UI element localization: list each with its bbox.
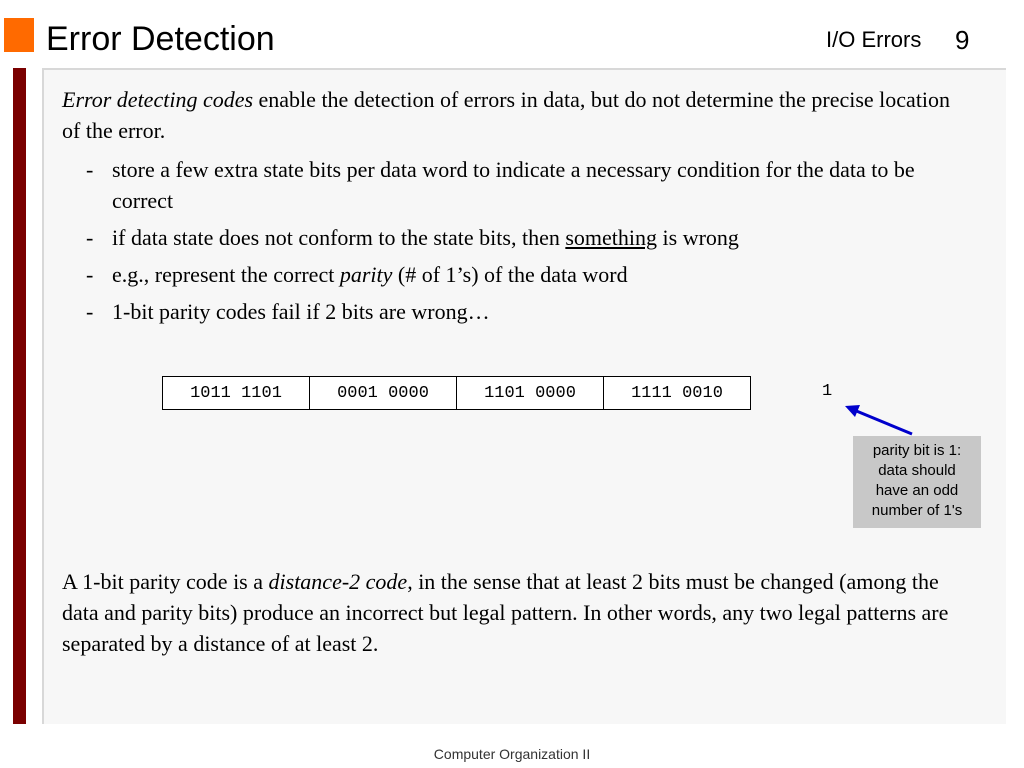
parity-callout <box>853 436 981 528</box>
callout-line: have an odd <box>875 482 959 499</box>
bullet-dash: - <box>86 225 94 250</box>
bullet-text: store a few extra state bits per data word to indicate a necessary condition for the data to be correct <box>112 157 915 213</box>
data-word-table <box>162 376 751 410</box>
bullet-dash: - <box>86 262 94 287</box>
bullet-text: if data state does not conform to the state bits, then <box>112 225 566 250</box>
conclusion-text: A 1-bit parity code is a <box>62 569 269 594</box>
byte-cell: 1111 0010 <box>604 377 751 410</box>
byte-cell: 1101 0000 <box>457 377 604 410</box>
slide-title: Error Detection <box>46 20 275 58</box>
callout-line: number of 1's <box>871 502 963 519</box>
byte-cell: 0001 0000 <box>310 377 457 410</box>
bullet-item <box>86 296 966 327</box>
left-accent-bar <box>13 68 26 724</box>
section-label: I/O Errors <box>826 27 922 52</box>
page-number: 9 <box>955 25 970 55</box>
arrow-icon <box>840 400 920 440</box>
bullet-text: 1-bit parity codes fail if 2 bits are wrong… <box>112 299 490 324</box>
conclusion-text: , in the sense that at least 2 bits must be changed (among the data and parity bits) produce an incorrect but legal pattern. In other words, any two legal patterns are separated by a distance of at least 2. <box>62 569 949 656</box>
bullet-text: (# of 1’s) of the data word <box>392 262 628 287</box>
underlined-word: something <box>565 225 658 250</box>
bullet-dash: - <box>86 157 94 182</box>
bullet-item <box>86 154 966 216</box>
conclusion-term: distance-2 code <box>268 569 408 594</box>
bullet-list <box>86 154 966 333</box>
bullet-dash: - <box>86 299 94 324</box>
bullet-item <box>86 259 966 290</box>
bullet-text: e.g., represent the correct <box>112 262 340 287</box>
footer-text: Computer Organization II <box>433 746 591 762</box>
intro-text: enable the detection of errors in data, but do not determine the precise location of the error. <box>62 87 951 143</box>
title-accent-square <box>4 18 34 52</box>
intro-paragraph <box>62 84 962 146</box>
bullet-item <box>86 222 966 253</box>
italic-word: parity <box>339 262 393 287</box>
intro-term: Error detecting codes <box>62 87 254 112</box>
callout-line: parity bit is 1: <box>872 442 962 459</box>
parity-bit-value: 1 <box>822 382 833 401</box>
table-row <box>163 377 751 410</box>
conclusion-paragraph <box>62 566 972 659</box>
byte-cell: 1011 1101 <box>163 377 310 410</box>
arrow-shaft <box>854 410 912 434</box>
callout-line: data should <box>878 462 956 479</box>
bullet-text: is wrong <box>657 225 739 250</box>
